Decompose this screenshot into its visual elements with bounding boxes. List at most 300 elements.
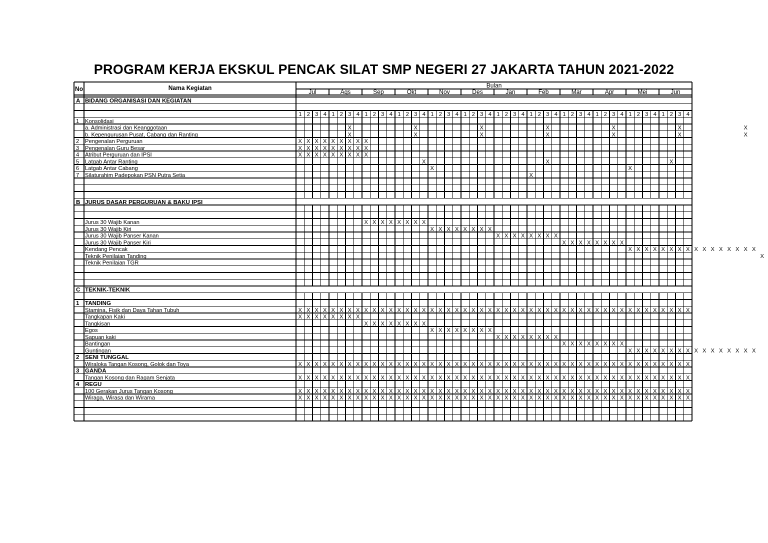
schedule-mark: X — [438, 328, 443, 335]
schedule-mark: X — [521, 375, 525, 382]
schedule-mark: X — [545, 132, 550, 139]
section-heading: JURUS DASAR PERGURUAN & BAKU IPSI — [85, 199, 203, 206]
schedule-mark: X — [521, 395, 525, 402]
schedule-mark: X — [710, 348, 715, 355]
schedule-mark: X — [471, 307, 476, 314]
activity-label: Tangkisan — [85, 321, 111, 328]
schedule-mark: X — [603, 240, 608, 247]
schedule-mark: X — [356, 307, 360, 314]
schedule-mark: X — [413, 395, 418, 402]
week-number: 3 — [447, 112, 451, 119]
schedule-mark: X — [496, 361, 500, 368]
schedule-mark: X — [554, 307, 558, 314]
schedule-mark: X — [430, 226, 434, 233]
schedule-mark: X — [570, 240, 575, 247]
schedule-mark: X — [479, 388, 484, 395]
schedule-mark: X — [677, 395, 682, 402]
schedule-mark: X — [743, 348, 748, 355]
schedule-mark: X — [488, 226, 492, 233]
schedule-mark: X — [446, 307, 451, 314]
schedule-mark: X — [306, 375, 311, 382]
row-number: A — [76, 98, 81, 105]
schedule-mark: X — [512, 361, 517, 368]
schedule-mark: X — [686, 307, 690, 314]
schedule-mark: X — [512, 388, 517, 395]
schedule-mark: X — [504, 375, 509, 382]
schedule-mark: X — [306, 307, 311, 314]
schedule-mark: X — [364, 388, 368, 395]
schedule-mark: X — [422, 307, 426, 314]
schedule-mark: X — [529, 307, 533, 314]
schedule-mark: X — [430, 361, 434, 368]
schedule-mark: X — [389, 388, 393, 395]
schedule-mark: X — [380, 388, 385, 395]
schedule-mark: X — [323, 395, 327, 402]
schedule-mark: X — [570, 361, 575, 368]
schedule-mark: X — [488, 361, 492, 368]
schedule-mark: X — [529, 375, 533, 382]
schedule-mark: X — [306, 145, 311, 152]
schedule-mark: X — [471, 388, 476, 395]
schedule-mark: X — [628, 307, 632, 314]
month-label: Apr — [604, 90, 615, 96]
week-number: 3 — [315, 112, 319, 119]
schedule-mark: X — [653, 247, 657, 254]
row-number: 7 — [76, 172, 80, 179]
schedule-mark: X — [372, 361, 377, 368]
schedule-mark: X — [512, 334, 517, 341]
schedule-mark: X — [496, 388, 500, 395]
schedule-mark: X — [611, 361, 616, 368]
header-bulan: Bulan — [486, 83, 502, 90]
schedule-mark: X — [496, 233, 500, 240]
schedule-mark: X — [314, 314, 319, 321]
schedule-mark: X — [653, 348, 657, 355]
schedule-mark: X — [455, 328, 459, 335]
month-label: Mei — [637, 90, 648, 96]
week-number: 1 — [298, 112, 302, 119]
schedule-mark: X — [686, 388, 690, 395]
schedule-mark: X — [356, 152, 360, 159]
schedule-mark: X — [306, 361, 311, 368]
schedule-mark: X — [570, 375, 575, 382]
schedule-mark: X — [661, 395, 665, 402]
schedule-mark: X — [372, 375, 377, 382]
schedule-mark: X — [562, 395, 566, 402]
schedule-mark: X — [405, 361, 410, 368]
schedule-mark: X — [669, 395, 674, 402]
schedule-mark: X — [446, 226, 451, 233]
activity-label: Jurus 30 Wajib Kanan — [85, 220, 140, 227]
schedule-mark: X — [595, 341, 599, 348]
schedule-mark: X — [545, 375, 550, 382]
schedule-mark: X — [595, 240, 599, 247]
schedule-mark: X — [611, 125, 616, 132]
schedule-mark: X — [389, 395, 393, 402]
schedule-mark: X — [669, 348, 674, 355]
schedule-mark: X — [587, 395, 591, 402]
schedule-mark: X — [545, 395, 550, 402]
schedule-mark: X — [636, 375, 641, 382]
month-label: Nov — [439, 90, 450, 96]
schedule-mark: X — [438, 307, 443, 314]
schedule-mark: X — [496, 375, 500, 382]
schedule-mark: X — [611, 240, 616, 247]
schedule-mark: X — [314, 361, 319, 368]
schedule-mark: X — [463, 395, 467, 402]
schedule-mark: X — [669, 375, 674, 382]
schedule-mark: X — [545, 125, 550, 132]
week-number: 2 — [537, 112, 541, 119]
schedule-mark: X — [603, 307, 608, 314]
schedule-mark: X — [331, 375, 335, 382]
schedule-mark: X — [339, 145, 344, 152]
schedule-mark: X — [422, 361, 426, 368]
schedule-mark: X — [438, 388, 443, 395]
schedule-mark: X — [455, 388, 459, 395]
activity-label: REGU — [85, 382, 102, 389]
schedule-mark: X — [488, 375, 492, 382]
schedule-mark: X — [455, 361, 459, 368]
schedule-mark: X — [694, 348, 698, 355]
schedule-mark: X — [430, 375, 434, 382]
schedule-mark: X — [669, 247, 674, 254]
schedule-mark: X — [661, 307, 665, 314]
schedule-mark: X — [562, 361, 566, 368]
schedule-mark: X — [314, 395, 319, 402]
schedule-mark: X — [479, 307, 484, 314]
week-number: 4 — [323, 112, 327, 119]
schedule-mark: X — [570, 395, 575, 402]
week-number: 1 — [463, 112, 467, 119]
schedule-mark: X — [331, 152, 335, 159]
schedule-mark: X — [537, 388, 542, 395]
schedule-mark: X — [653, 388, 657, 395]
schedule-mark: X — [628, 361, 632, 368]
schedule-mark: X — [504, 307, 509, 314]
schedule-mark: X — [314, 152, 319, 159]
schedule-mark: X — [595, 307, 599, 314]
schedule-mark: X — [430, 395, 434, 402]
schedule-mark: X — [413, 321, 418, 328]
schedule-mark: X — [389, 220, 393, 227]
schedule-mark: X — [636, 361, 641, 368]
schedule-mark: X — [545, 361, 550, 368]
schedule-mark: X — [620, 240, 624, 247]
schedule-mark: X — [438, 395, 443, 402]
header-nama-kegiatan: Nama Kegiatan — [168, 86, 212, 92]
schedule-mark: X — [529, 334, 533, 341]
week-number: 4 — [356, 112, 360, 119]
activity-label: Konsolidasi — [85, 118, 114, 125]
schedule-mark: X — [438, 226, 443, 233]
schedule-mark: X — [364, 152, 368, 159]
week-number: 1 — [529, 112, 533, 119]
schedule-mark: X — [422, 375, 426, 382]
schedule-mark: X — [422, 159, 426, 166]
week-number: 2 — [570, 112, 574, 119]
schedule-mark: X — [331, 361, 335, 368]
activity-label: Jurus 30 Wajib Panser Kiri — [85, 240, 151, 247]
schedule-mark: X — [356, 375, 360, 382]
schedule-mark: X — [463, 328, 467, 335]
schedule-mark: X — [380, 321, 385, 328]
schedule-mark: X — [422, 220, 426, 227]
schedule-mark: X — [578, 388, 583, 395]
schedule-mark: X — [595, 395, 599, 402]
week-number: 3 — [348, 112, 352, 119]
schedule-mark: X — [587, 341, 591, 348]
schedule-mark: X — [372, 321, 377, 328]
schedule-mark: X — [537, 361, 542, 368]
schedule-mark: X — [405, 321, 410, 328]
schedule-mark: X — [438, 375, 443, 382]
schedule-mark: X — [529, 172, 533, 179]
schedule-mark: X — [677, 375, 682, 382]
schedule-mark: X — [735, 247, 740, 254]
schedule-mark: X — [545, 233, 550, 240]
schedule-mark: X — [314, 388, 319, 395]
schedule-mark: X — [719, 348, 723, 355]
schedule-mark: X — [323, 152, 327, 159]
schedule-mark: X — [446, 361, 451, 368]
schedule-mark: X — [314, 139, 319, 146]
schedule-mark: X — [430, 166, 434, 173]
schedule-mark: X — [372, 307, 377, 314]
schedule-mark: X — [413, 125, 418, 132]
schedule-mark: X — [521, 361, 525, 368]
activity-label: Pengenalan Guru Besar — [85, 145, 146, 152]
row-number: 2 — [76, 355, 80, 362]
schedule-mark: X — [397, 220, 401, 227]
week-number: 4 — [686, 112, 690, 119]
schedule-mark: X — [661, 375, 665, 382]
activity-label: Latgab Antar Ranting — [85, 159, 138, 166]
week-number: 2 — [438, 112, 442, 119]
schedule-mark: X — [644, 247, 649, 254]
schedule-mark: X — [323, 139, 327, 146]
schedule-mark: X — [405, 395, 410, 402]
schedule-mark: X — [661, 348, 665, 355]
schedule-mark: X — [323, 375, 327, 382]
schedule-mark: X — [611, 388, 616, 395]
schedule-mark: X — [405, 375, 410, 382]
schedule-mark: X — [620, 341, 624, 348]
schedule-mark: X — [364, 375, 368, 382]
schedule-mark: X — [339, 361, 344, 368]
schedule-mark: X — [587, 240, 591, 247]
week-number: 3 — [480, 112, 484, 119]
schedule-mark: X — [537, 375, 542, 382]
activity-label: Kendang Pencak — [85, 247, 128, 254]
activity-label: b. Kepengurusan Pusat, Cabang dan Ranting — [85, 132, 198, 139]
schedule-mark: X — [405, 307, 410, 314]
schedule-mark: X — [298, 139, 302, 146]
schedule-mark: X — [323, 361, 327, 368]
schedule-mark: X — [430, 388, 434, 395]
schedule-mark: X — [364, 145, 368, 152]
schedule-mark: X — [628, 375, 632, 382]
schedule-mark: X — [413, 307, 418, 314]
schedule-mark: X — [677, 125, 682, 132]
schedule-mark: X — [727, 247, 731, 254]
week-number: 1 — [661, 112, 665, 119]
schedule-mark: X — [677, 348, 682, 355]
schedule-mark: X — [446, 388, 451, 395]
schedule-mark: X — [628, 166, 632, 173]
schedule-mark: X — [512, 395, 517, 402]
schedule-mark: X — [719, 247, 723, 254]
schedule-mark: X — [347, 375, 352, 382]
schedule-mark: X — [347, 314, 352, 321]
schedule-mark: X — [496, 395, 500, 402]
schedule-mark: X — [471, 361, 476, 368]
schedule-mark: X — [512, 233, 517, 240]
schedule-mark: X — [339, 375, 344, 382]
schedule-mark: X — [735, 348, 740, 355]
schedule-mark: X — [752, 348, 756, 355]
row-number: C — [76, 287, 81, 294]
schedule-mark: X — [760, 253, 764, 260]
schedule-mark: X — [339, 314, 344, 321]
schedule-mark: X — [422, 395, 426, 402]
activity-label: Sapuan kaki — [85, 334, 116, 341]
schedule-mark: X — [380, 220, 385, 227]
row-number: 4 — [76, 382, 80, 389]
schedule-mark: X — [323, 307, 327, 314]
schedule-mark: X — [562, 375, 566, 382]
schedule-mark: X — [562, 240, 566, 247]
schedule-mark: X — [463, 307, 467, 314]
schedule-mark: X — [298, 375, 302, 382]
schedule-mark: X — [298, 314, 302, 321]
schedule-mark: X — [488, 395, 492, 402]
week-number: 4 — [620, 112, 624, 119]
schedule-mark: X — [677, 361, 682, 368]
schedule-mark: X — [331, 388, 335, 395]
schedule-mark: X — [463, 361, 467, 368]
schedule-mark: X — [314, 145, 319, 152]
schedule-mark: X — [686, 247, 690, 254]
schedule-mark: X — [562, 388, 566, 395]
schedule-mark: X — [636, 388, 641, 395]
activity-label: Atribut Perguruan dan IPSI — [85, 152, 152, 159]
schedule-mark: X — [628, 388, 632, 395]
schedule-mark: X — [479, 395, 484, 402]
schedule-mark: X — [397, 375, 401, 382]
schedule-mark: X — [686, 395, 690, 402]
schedule-mark: X — [595, 361, 599, 368]
schedule-mark: X — [314, 375, 319, 382]
schedule-mark: X — [347, 125, 352, 132]
schedule-mark: X — [628, 395, 632, 402]
schedule-mark: X — [669, 361, 674, 368]
schedule-mark: X — [455, 375, 459, 382]
activity-label: TANDING — [85, 301, 111, 308]
activity-label: Egos — [85, 328, 98, 335]
schedule-mark: X — [521, 334, 525, 341]
schedule-mark: X — [413, 388, 418, 395]
schedule-mark: X — [364, 139, 368, 146]
schedule-mark: X — [636, 348, 641, 355]
schedule-mark: X — [380, 395, 385, 402]
schedule-mark: X — [661, 361, 665, 368]
month-label: Jun — [670, 90, 681, 96]
schedule-mark: X — [364, 220, 368, 227]
week-number: 2 — [405, 112, 409, 119]
schedule-mark: X — [372, 395, 377, 402]
schedule-mark: X — [570, 341, 575, 348]
schedule-mark: X — [669, 307, 674, 314]
schedule-mark: X — [331, 139, 335, 146]
schedule-mark: X — [479, 125, 484, 132]
month-label: Des — [472, 90, 483, 96]
schedule-mark: X — [653, 307, 657, 314]
schedule-mark: X — [488, 328, 492, 335]
schedule-mark: X — [504, 361, 509, 368]
week-number: 3 — [678, 112, 682, 119]
header-no: No — [75, 87, 83, 93]
schedule-mark: X — [669, 159, 674, 166]
schedule-mark: X — [455, 226, 459, 233]
week-number: 4 — [587, 112, 591, 119]
schedule-mark: X — [603, 341, 608, 348]
schedule-mark: X — [578, 307, 583, 314]
schedule-mark: X — [521, 307, 525, 314]
schedule-mark: X — [389, 375, 393, 382]
schedule-mark: X — [413, 132, 418, 139]
month-label: Mar — [571, 90, 582, 96]
schedule-mark: X — [314, 307, 319, 314]
schedule-mark: X — [347, 307, 352, 314]
schedule-mark: X — [554, 388, 558, 395]
schedule-mark: X — [397, 361, 401, 368]
schedule-mark: X — [372, 388, 377, 395]
schedule-mark: X — [347, 145, 352, 152]
week-number: 4 — [653, 112, 657, 119]
schedule-mark: X — [413, 361, 418, 368]
schedule-mark: X — [620, 361, 624, 368]
activity-label: SENI TUNGGAL — [85, 355, 129, 362]
activity-label: Tangan Kosong dan Ragam Senjata — [85, 375, 175, 382]
week-number: 3 — [513, 112, 517, 119]
schedule-mark: X — [306, 139, 311, 146]
schedule-mark: X — [611, 132, 616, 139]
month-label: Feb — [538, 90, 549, 96]
schedule-mark: X — [702, 247, 707, 254]
schedule-mark: X — [347, 388, 352, 395]
week-number: 2 — [471, 112, 475, 119]
schedule-mark: X — [661, 247, 665, 254]
schedule-mark: X — [603, 361, 608, 368]
schedule-mark: X — [463, 226, 467, 233]
schedule-mark: X — [587, 307, 591, 314]
section-heading: BIDANG ORGANISASI DAN KEGIATAN — [85, 98, 192, 105]
schedule-mark: X — [446, 328, 451, 335]
month-label: Okt — [406, 90, 417, 96]
schedule-mark: X — [562, 341, 566, 348]
schedule-mark: X — [446, 375, 451, 382]
schedule-mark: X — [380, 307, 385, 314]
schedule-mark: X — [545, 388, 550, 395]
schedule-mark: X — [356, 361, 360, 368]
schedule-mark: X — [529, 361, 533, 368]
activity-label: Jurus 30 Wajib Kiri — [85, 226, 132, 233]
schedule-mark: X — [677, 132, 682, 139]
schedule-mark: X — [521, 233, 525, 240]
page-title: PROGRAM KERJA EKSKUL PENCAK SILAT SMP NEGERI 27 JAKARTA TAHUN 2021-2022 — [93, 62, 675, 77]
schedule-mark: X — [298, 307, 302, 314]
